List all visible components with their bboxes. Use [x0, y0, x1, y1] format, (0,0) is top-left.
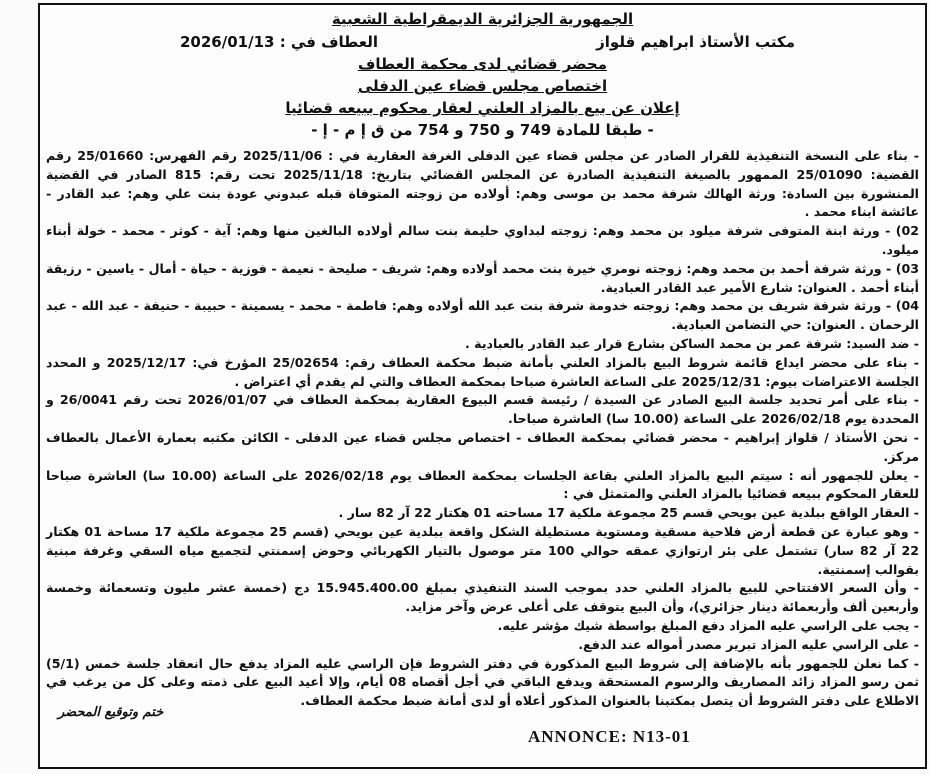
paragraph-heirs-02: 02) - ورثة ابنة المتوفى شرفة ميلود بن محمد وهم: زوجته لبداوي حليمة بنت سالم أولاده البالغين منها وهم: آية - كوثر - محمد - خولة أبناء ميلود. — [46, 223, 919, 257]
notice-body — [46, 147, 919, 711]
notice-frame — [38, 3, 927, 769]
paragraph-payment-cheque: - يجب على الراسي عليه المزاد دفع المبلغ بواسطة شيك مؤشر عليه. — [497, 617, 919, 633]
date-value: 2026/01/13 — [180, 33, 275, 51]
paragraph-bailiff: - نحن الأستاذ / قلواز إبراهيم - محضر قضائي بمحكمة العطاف - اختصاص مجلس قضاء عين الدفلى - الكائن مكتبه بعمارة الأعمال بالعطاف مركز. — [46, 429, 919, 464]
office-date — [180, 31, 378, 53]
paragraph-property-description: - وهو عبارة عن قطعة أرض فلاحية مسقية ومستوية مستطيلة الشكل واقعة ببلدية عين بويحي (قسم 25 مجموعة ملكية 17 مساحة 01 هكتار 22 آر 82 سار) تشتمل على بئر ارتوازي عمقه حوالي 100 متر موصول بالتيار الكهربائي وحوض إسمنتي لتجميع مياه السقي وغرفة مبنية بقوالب إسمنتية. — [46, 523, 920, 577]
bailiff-title: محضر قضائي لدى محكمة العطاف — [357, 55, 608, 73]
republic-title: الجمهورية الجزائرية الديمقراطية الشعبية — [331, 10, 634, 28]
sale-announcement-title: إعلان عن بيع بالمزاد العلني لعقار محكوم ببيعه قضائيا — [285, 99, 680, 117]
annonce-number: ANNONCE: N13-01 — [528, 727, 691, 746]
jurisdiction-title: اختصاص مجلس قضاء عين الدفلى — [357, 77, 608, 95]
paragraph-opening-price: - وأن السعر الافتتاحي للبيع بالمزاد العلني حدد بموجب السند التنفيذي بمبلغ 15.945.400.00 دج (خمسة عشر مليون وتسعمائة وخمسة وأربعين ألف وأربعمائة دينار جزائري)، وأن البيع يتوقف على أعلى عرض وآخر مزايد. — [46, 580, 919, 615]
paragraph-conditions-deposit: - بناء على محضر ايداع قائمة شروط البيع بالمزاد العلني بأمانة ضبط محكمة العطاف رقم: 25/02654 المؤرخ في: 2025/12/17 و المحدد الجلسة الاعتراضات بيوم: 2025/12/31 على الساعة العاشرة صباحا بمحكمة العطاف والتي لم يقدم أي اعتراض . — [46, 354, 919, 389]
paragraph-heirs-04: 04) - ورثة شرفة شريف بن محمد وهم: زوجته خدومة شرفة بنت عبد الله أولاده وهم: فاطمة - محمد - يسمينة - حبيبة - حنيفة - عبد الله - عبد الرحمان . العنوان: حي التضامن العبادية. — [46, 298, 919, 333]
paragraph-property-location: - العقار الواقع ببلدية عين بويحي قسم 25 مجموعة ملكية 17 مساحته 01 هكتار 22 آر 82 سار . — [338, 505, 919, 521]
notice-header — [40, 9, 925, 141]
paragraph-payment-terms: - كما نعلن للجمهور بأنه بالإضافة إلى شروط البيع المذكورة في دفتر الشروط فإن الراسي عليه المزاد يدفع حال انعقاد جلسة خمس (5/1) ثمن رسو المزاد زائد المصاريف والرسوم المستحقة ويدفع الباقي في أجل أقصاه 08 أيام، وإلا أعيد البيع على ذمته وعلى كل من يرغب في الاطلاع على دفتر الشروط أن يتصل بمكتبنا بالعنوان المذكور أعلاه أو لدى أمانة ضبط محكمة العطاف. — [46, 655, 919, 709]
paragraph-public-announcement: - يعلن للجمهور أنه : سيتم البيع بالمزاد العلني بقاعة الجلسات بمحكمة العطاف يوم 2026/02/18 على الساعة (10.00 سا) العاشرة صباحا للعقار المحكوم ببيعه قضائيا بالمزاد العلني والمتمثل في : — [46, 467, 919, 502]
office-row — [40, 31, 925, 53]
date-label: العطاف في : — [279, 33, 379, 51]
paragraph-against: - ضد السيد: شرفة عمر بن محمد الساكن بشارع قرار عبد القادر بالعبادية . — [465, 335, 919, 351]
office-name: مكتب الأستاذ ابراهيم قلواز — [596, 33, 795, 51]
paragraph-session-order: - بناء على أمر تحديد جلسة البيع الصادر عن السيدة / رئيسة قسم البيوع العقارية بمحكمة العطاف في 2026/01/07 تحت رقم 26/0041 و المحددة يوم 2026/02/18 على الساعة (10.00 سا) العاشرة صباحا. — [46, 392, 919, 427]
signature-label: ختم وتوقيع المحضر — [58, 705, 164, 720]
paragraph-heirs-03: 03) - ورثة شرفة أحمد بن محمد وهم: زوجته نومري خيرة بنت محمد أولاده وهم: شريف - صليحة - نعيمة - فوزية - حياة - أمال - ياسين - رزيقة أبناء أحمد . العنوان: شارع الأمير عبد القادر العبادية. — [46, 260, 919, 295]
legal-articles-line: - طبقا للمادة 749 و 750 و 754 من ق إ م - إ - — [311, 121, 654, 139]
paragraph-funds-origin: - على الراسي عليه المزاد تبرير مصدر أمواله عند الدفع. — [578, 636, 919, 652]
paragraph-court-decision: - بناء على النسخة التنفيذية للقرار الصادر عن مجلس قضاء عين الدفلى الغرفة العقارية في : 2025/11/06 رقم الفهرس: 25/01660 رقم القضية: 25/01090 الممهور بالصيغة التنفيذية الصادرة عن المجلس القضائي بتاريخ: 2025/11/18 تحت رقم: 815 الصادر في القضية المنشورة بين السادة: ورثة الهالك شرفة محمد بن موسى وهم: أولاده من زوجته المتوفاة قبله عبدوني عودة بنت علي وهم: عبد القادر - عائشة ابناء محمد . — [46, 148, 919, 220]
